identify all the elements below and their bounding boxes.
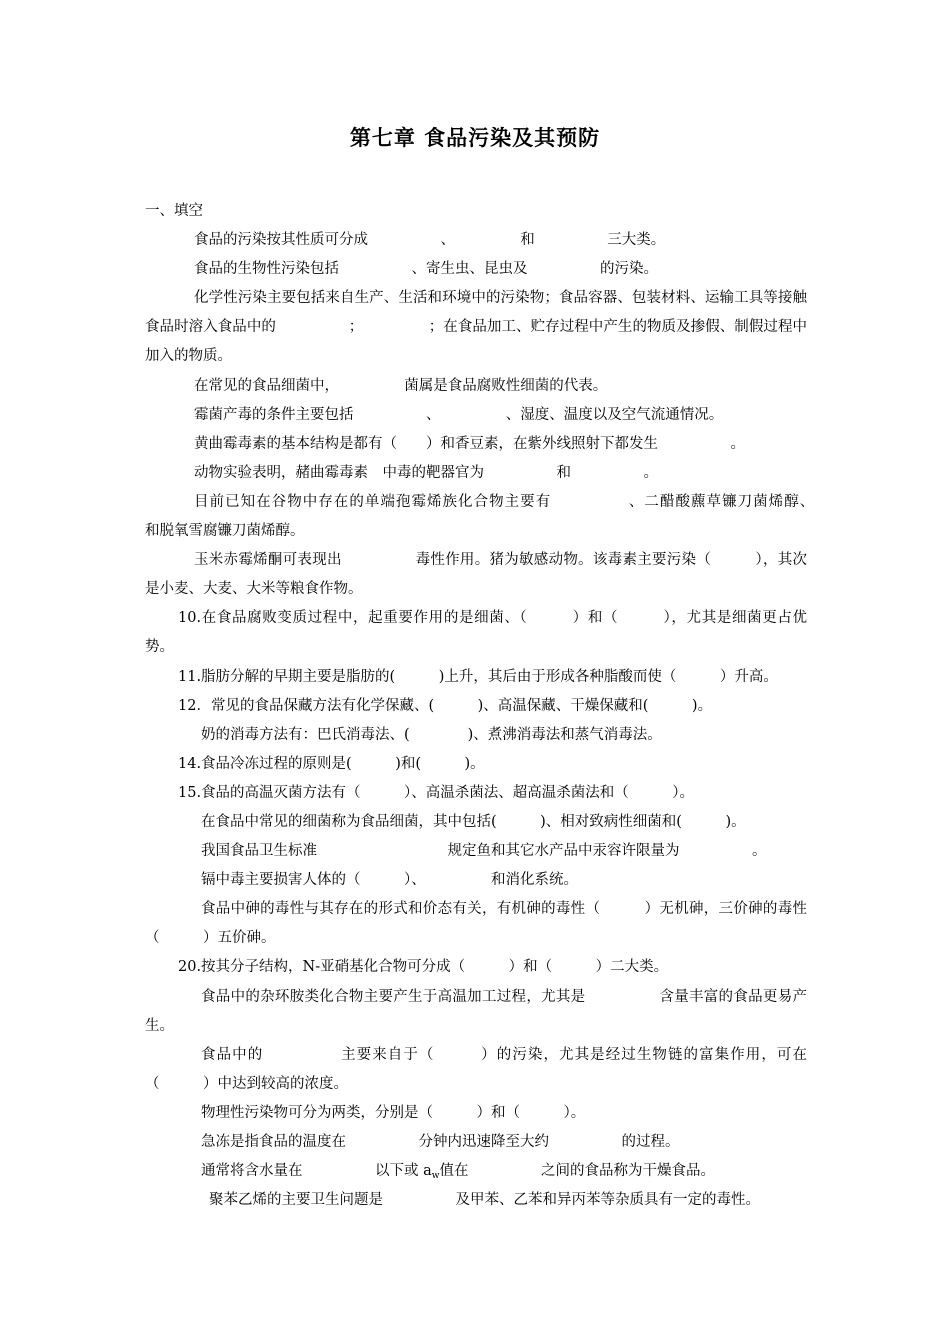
document-body xyxy=(145,197,880,1215)
question-25-subscript: w xyxy=(431,1171,440,1182)
page-title: 第七章 食品污染及其预防 xyxy=(349,126,601,150)
question-21: 食品中的杂环胺类化合物主要产生于高温加工过程，尤其是 含量丰富的食品更易产生。 xyxy=(145,988,807,1034)
question-26: 聚苯乙烯的主要卫生问题是 及甲苯、乙苯和异丙苯等杂质具有一定的毒性。 xyxy=(209,1192,760,1209)
question-7: 动物实验表明，赭曲霉毒素 中毒的靶器官为 和 。 xyxy=(194,464,658,481)
question-16: 在食品中常见的细菌称为食品细菌，其中包括( )、相对致病性细菌和( )。 xyxy=(201,813,746,830)
question-3: 化学性污染主要包括来自生产、生活和环境中的污染物；食品容器、包装材料、运输工具等接触食品时溶入食品中的 ； ；在食品加工、贮存过程中产生的物质及掺假、制假过程中加入的物质。 xyxy=(145,290,807,365)
question-6: 黄曲霉毒素的基本结构是都有（ ）和香豆素，在紫外线照射下都发生 。 xyxy=(194,435,745,452)
question-24: 急冻是指食品的温度在 分钟内迅速降至大约 的过程。 xyxy=(201,1134,680,1150)
question-4: 在常见的食品细菌中， 菌属是食品腐败性细菌的代表。 xyxy=(194,377,608,394)
question-8: 目前已知在谷物中存在的单端孢霉烯族化合物主要有 、二醋酸藨草镰刀菌烯醇、 和脱氧雪腐镰刀菌烯醇。 xyxy=(145,493,880,540)
question-13: 奶的消毒方法有：巴氏消毒法、( )、煮沸消毒法和蒸气消毒法。 xyxy=(201,726,662,743)
question-2: 食品的生物性污染包括 、寄生虫、昆虫及 的污染。 xyxy=(194,261,658,278)
question-17: 我国食品卫生标准 规定鱼和其它水产品中汞容许限量为 。 xyxy=(201,843,767,860)
question-11: 11.脂肪分解的早期主要是脂肪的( )上升，其后由于形成各种脂酸而使（ ）升高。 xyxy=(178,668,778,685)
section-heading: 一、填空 xyxy=(145,203,203,219)
question-5: 霉菌产毒的条件主要包括 、 、湿度、温度以及空气流通情况。 xyxy=(194,406,724,423)
question-25 xyxy=(145,1157,807,1186)
question-14: 14.食品冷冻过程的原则是( )和( )。 xyxy=(178,755,485,772)
question-18: 镉中毒主要损害人体的（ ）、 和消化系统。 xyxy=(201,872,578,889)
question-25-part-b: 值在 之间的食品称为干燥食品。 xyxy=(439,1163,715,1180)
question-15: 15.食品的高温灭菌方法有（ ）、高温杀菌法、超高温杀菌法和（ ）。 xyxy=(178,784,695,801)
question-23: 物理性污染物可分为两类，分别是（ ）和（ ）。 xyxy=(201,1104,586,1121)
question-12: 12．常见的食品保藏方法有化学保藏、( )、高温保藏、干燥保藏和( )。 xyxy=(178,697,713,714)
question-25-part-a: 通常将含水量在 以下或 a xyxy=(201,1163,432,1180)
question-9: 玉米赤霉烯酮可表现出 毒性作用。猪为敏感动物。该毒素主要污染（ ），其次是小麦、大麦、大米等粮食作物。 xyxy=(145,552,807,598)
question-20: 20.按其分子结构，N-亚硝基化合物可分成（ ）和（ ）二大类。 xyxy=(178,959,669,976)
question-19: 食品中砷的毒性与其存在的形式和价态有关，有机砷的毒性（ ）无机砷，三价砷的毒性（ ）五价砷。 xyxy=(145,901,807,947)
question-1: 食品的污染按其性质可分成 、 和 三大类。 xyxy=(194,232,666,249)
question-22: 食品中的 主要来自于（ ）的污染，尤其是经过生物链的富集作用，可在（ ）中达到较高的浓度。 xyxy=(145,1046,807,1092)
question-10: 10.在食品腐败变质过程中，起重要作用的是细菌、（ ）和（ ），尤其是细菌更占优势。 xyxy=(145,610,807,656)
